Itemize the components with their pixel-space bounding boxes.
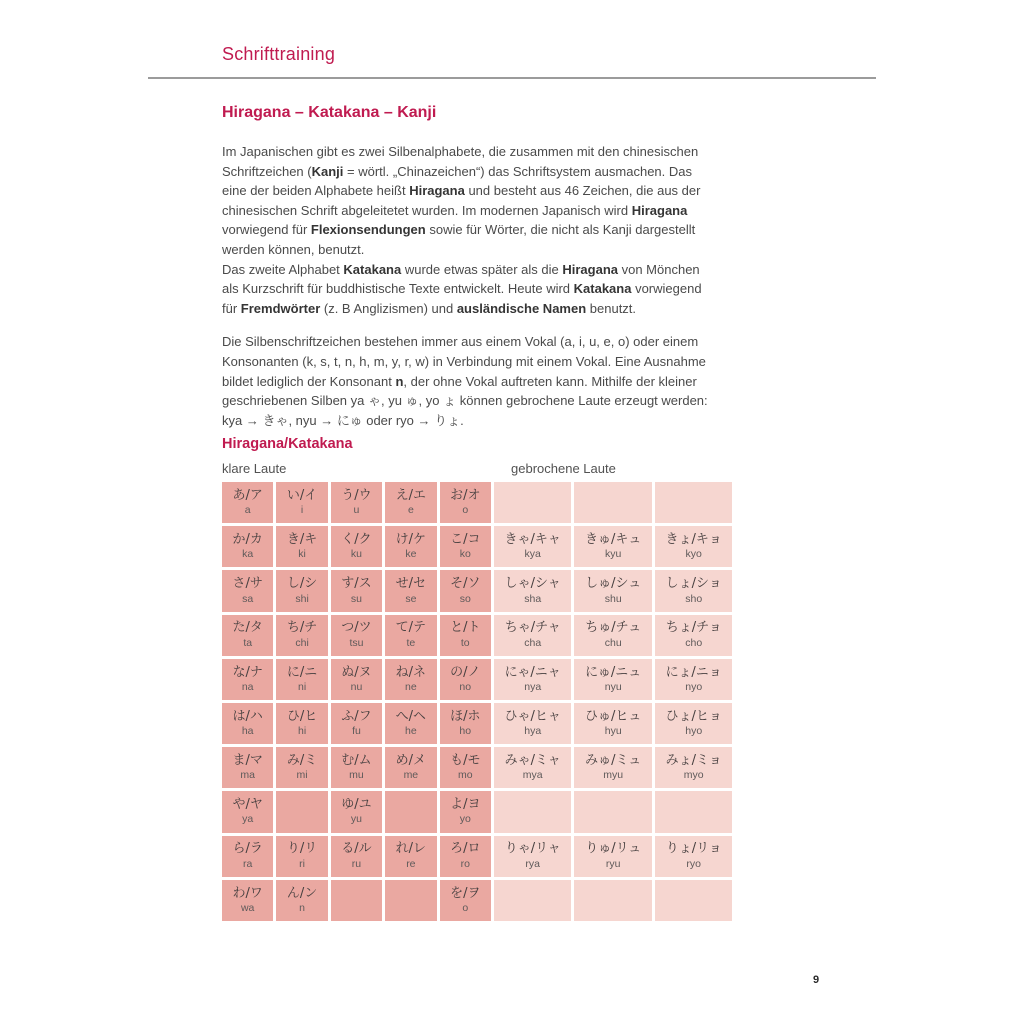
kana-characters: あ/ア [232,487,263,503]
kana-characters: りょ/リョ [665,841,722,857]
kana-cell [331,570,382,611]
romaji-label: to [460,636,470,649]
kana-characters: きゃ/キャ [504,532,561,548]
kana-characters: みょ/ミョ [665,753,722,769]
kana-cell [655,747,733,788]
romaji-label: mya [522,769,543,782]
kana-cell [222,747,273,788]
paragraph [222,332,738,430]
kana-characters: や/ヤ [232,797,263,813]
text-line: kya → きゃ, nyu → にゅ oder ryo → りょ. [222,412,464,428]
kana-characters: え/エ [395,487,427,503]
kana-cell-empty [574,482,652,523]
kana-characters: ほ/ホ [450,708,481,724]
kana-characters: みゃ/ミャ [504,753,561,769]
kana-cell [494,659,572,700]
kana-cell [222,526,273,567]
romaji-label: ha [241,725,254,738]
kana-cell [574,659,652,700]
kana-characters: お/オ [450,487,481,503]
kana-characters: ね/ネ [395,664,427,680]
table-section [222,436,738,921]
kana-characters: ゆ/ユ [341,797,372,813]
kana-characters: さ/サ [232,576,263,592]
kana-cell [655,615,733,656]
kana-characters: しょ/ショ [665,576,722,592]
romaji-label: re [406,857,416,870]
kana-cell [276,880,327,921]
paragraphs-container [222,142,738,430]
romaji-label: hyu [604,725,622,738]
kana-cell-empty [655,791,733,832]
romaji-label: ya [242,813,254,826]
kana-cell [331,659,382,700]
romaji-label: na [241,680,254,693]
romaji-label: chu [604,636,622,649]
kana-characters: に/ニ [286,664,318,680]
kana-characters: か/カ [232,532,263,548]
kana-characters: き/キ [286,532,318,548]
kana-characters: く/ク [341,532,372,548]
kana-cell [655,526,733,567]
romaji-label: i [300,504,304,517]
romaji-label: hyo [685,725,703,738]
kana-cell [440,836,491,877]
kana-cell [385,703,436,744]
kana-characters: を/ヲ [450,885,481,901]
kana-cell [385,747,436,788]
page-number: 9 [813,974,820,986]
romaji-label: su [350,592,363,605]
kana-characters: ぬ/ヌ [341,664,372,680]
romaji-label: yo [459,813,471,826]
kana-characters: め/メ [395,753,427,769]
kana-characters: ら/ラ [232,841,263,857]
kana-cell [440,747,491,788]
romaji-label: kya [524,548,541,561]
kana-characters: みゅ/ミュ [585,753,642,769]
romaji-label: o [462,901,469,914]
romaji-label: kyo [685,548,702,561]
romaji-label: sa [242,592,254,605]
kana-characters: ちゃ/チャ [504,620,561,636]
text-line: eine der beiden Alphabete heißt Hiragana und besteht aus 46 Zeichen, die aus der [222,183,701,199]
kana-cell [276,747,327,788]
kana-cell-empty [276,791,327,832]
romaji-label: nya [524,680,542,693]
text-line: Im Japanischen gibt es zwei Silbenalphabete, die zusammen mit den chinesischen [222,144,699,159]
kana-cell [222,615,273,656]
legend-klare-laute: klare Laute [222,461,287,476]
romaji-label: mi [296,769,308,782]
kana-cell [385,836,436,877]
kana-cell [494,570,572,611]
kana-characters: た/タ [232,620,263,636]
kana-characters: も/モ [450,753,481,769]
kana-cell [222,880,273,921]
kana-cell-empty [655,482,733,523]
romaji-label: kyu [605,548,622,561]
kana-cell [331,747,382,788]
kana-cell [276,526,327,567]
romaji-label: ru [351,857,362,870]
kana-characters: ひゅ/ヒュ [585,708,642,724]
kana-characters: み/ミ [286,753,318,769]
kana-characters: す/ス [341,576,372,592]
romaji-label: mo [457,769,473,782]
text-line: Konsonanten (k, s, t, n, h, m, y, r, w) in Verbindung mit einem Vokal. Eine Ausnahme [222,353,706,369]
kana-cell [574,836,652,877]
kana-characters: る/ル [341,841,372,857]
romaji-label: nu [350,680,363,693]
table-legend [222,461,738,477]
kana-characters: にょ/ニョ [665,664,722,680]
kana-cell [440,659,491,700]
kana-cell [494,703,572,744]
kana-cell-empty [494,482,572,523]
kana-cell [222,570,273,611]
header-divider [148,77,876,79]
kana-cell [574,615,652,656]
kana-cell [222,703,273,744]
kana-cell-empty [385,880,436,921]
kana-characters: て/テ [395,620,427,636]
kana-cell [276,836,327,877]
kana-cell [222,836,273,877]
kana-cell [276,615,327,656]
romaji-label: te [406,636,416,649]
kana-characters: そ/ソ [450,576,481,592]
kana-characters: わ/ワ [232,885,263,901]
romaji-label: ho [459,725,472,738]
kana-characters: ちょ/チョ [665,620,722,636]
romaji-label: hi [297,725,307,738]
kana-cell [494,526,572,567]
kana-cell [494,747,572,788]
kana-characters: つ/ツ [341,620,372,636]
kana-cell [331,703,382,744]
romaji-label: yu [350,813,363,826]
kana-cell [385,570,436,611]
kana-cell [440,615,491,656]
kana-characters: む/ム [341,753,372,769]
paragraph [222,142,738,260]
romaji-label: cha [524,636,542,649]
kana-cell [222,791,273,832]
kana-cell [276,659,327,700]
kana-cell [655,570,733,611]
kana-characters: ま/マ [232,753,263,769]
romaji-label: no [459,680,472,693]
kana-cell [494,615,572,656]
text-line: Schriftzeichen (Kanji = wörtl. „Chinazeichen“) das Schriftsystem ausmachen. Das [222,163,692,179]
romaji-label: rya [525,857,540,870]
romaji-label: ku [350,548,363,561]
kana-characters: し/シ [286,576,318,592]
romaji-label: myo [683,769,704,782]
kana-characters: きゅ/キュ [585,532,642,548]
romaji-label: cho [685,636,703,649]
kana-characters: ち/チ [286,620,318,636]
romaji-label: e [407,504,414,517]
text-line: werden können, benutzt. [222,241,365,257]
romaji-label: o [462,504,469,517]
romaji-label: tsu [349,636,364,649]
kana-cell [494,836,572,877]
romaji-label: nyo [685,680,703,693]
kana-cell [385,659,436,700]
romaji-label: ni [297,680,307,693]
kana-cell-empty [331,880,382,921]
main-content [222,104,738,430]
kana-cell-empty [574,880,652,921]
romaji-label: ka [242,548,254,561]
romaji-label: shu [604,592,622,605]
kana-characters: しゅ/シュ [585,576,642,592]
text-line: vorwiegend für Flexionsendungen sowie für Wörter, die nicht als Kanji dargestellt [222,222,696,238]
kana-characters: しゃ/シャ [504,576,561,592]
romaji-label: ko [459,548,471,561]
kana-cell [440,570,491,611]
kana-cell-empty [494,880,572,921]
romaji-label: ma [240,769,255,782]
kana-cell-empty [385,791,436,832]
kana-characters: りゅ/リュ [585,841,642,857]
romaji-label: myu [603,769,624,782]
kana-characters: り/リ [286,841,318,857]
kana-cell [440,703,491,744]
kana-characters: ひょ/ヒョ [665,708,722,724]
text-line: bildet lediglich der Konsonant n, der ohne Vokal auftreten kann. Mithilfe der kleiner [222,373,697,389]
kana-cell [331,791,382,832]
paragraph [222,260,738,319]
romaji-label: me [403,769,419,782]
kana-characters: ひゃ/ヒャ [504,708,561,724]
kana-table [222,482,738,921]
kana-cell [574,570,652,611]
kana-cell [440,482,491,523]
romaji-label: so [459,592,471,605]
romaji-label: he [405,725,417,738]
kana-cell [331,526,382,567]
text-line: Die Silbenschriftzeichen bestehen immer aus einem Vokal (a, i, u, e, o) oder einem [222,334,699,350]
kana-cell [655,659,733,700]
kana-cell [331,482,382,523]
kana-characters: と/ト [450,620,481,636]
romaji-label: nyu [604,680,622,693]
kana-cell-empty [655,880,733,921]
romaji-label: hya [524,725,542,738]
kana-cell [222,659,273,700]
kana-characters: りゃ/リャ [504,841,561,857]
romaji-label: mu [349,769,364,782]
kana-cell [276,482,327,523]
romaji-label: ryu [605,857,621,870]
kana-cell-empty [494,791,572,832]
kana-characters: う/ウ [341,487,372,503]
kana-characters: きょ/キョ [665,532,722,548]
kana-characters: ちゅ/チュ [585,620,642,636]
text-line: geschriebenen Silben ya ゃ, yu ゅ, yo ょ können gebrochene Laute erzeugt werden: [222,393,708,409]
kana-characters: ろ/ロ [450,841,481,857]
kana-cell [440,791,491,832]
kana-characters: ふ/フ [341,708,372,724]
kana-characters: にゃ/ニャ [504,664,561,680]
kana-characters: にゅ/ニュ [585,664,642,680]
kana-characters: へ/ヘ [395,708,427,724]
romaji-label: u [353,504,360,517]
section-title: Hiragana – Katakana – Kanji [222,104,437,121]
romaji-label: ro [460,857,470,870]
kana-characters: ん/ン [286,885,318,901]
kana-characters: れ/レ [395,841,427,857]
kana-cell [331,615,382,656]
kana-cell [385,482,436,523]
kana-characters: ひ/ヒ [286,708,318,724]
romaji-label: se [405,592,417,605]
romaji-label: n [299,901,305,914]
romaji-label: fu [352,725,361,738]
kana-characters: い/イ [286,487,318,503]
kana-characters: な/ナ [232,664,263,680]
romaji-label: chi [295,636,309,649]
kana-cell-empty [574,791,652,832]
legend-gebrochene-laute: gebrochene Laute [511,461,616,476]
romaji-label: ki [298,548,306,561]
kana-characters: の/ノ [450,664,481,680]
kana-cell [574,703,652,744]
romaji-label: ra [243,857,253,870]
romaji-label: a [244,504,251,517]
page-header-title: Schrifttraining [222,44,336,64]
romaji-label: wa [240,901,255,914]
romaji-label: ryo [686,857,701,870]
kana-cell [574,747,652,788]
romaji-label: ne [405,680,417,693]
kana-cell [276,570,327,611]
kana-characters: よ/ヨ [450,797,481,813]
romaji-label: ta [243,636,253,649]
kana-cell [440,526,491,567]
text-line: für Fremdwörter (z. B Anglizismen) und ausländische Namen benutzt. [222,300,637,316]
romaji-label: ri [299,857,305,870]
romaji-label: sha [524,592,542,605]
kana-cell [655,703,733,744]
romaji-label: sho [685,592,703,605]
kana-cell [655,836,733,877]
kana-characters: せ/セ [395,576,427,592]
text-line: Das zweite Alphabet Katakana wurde etwas später als die Hiragana von Mönchen [222,261,700,277]
kana-characters: け/ケ [395,532,427,548]
kana-cell [276,703,327,744]
kana-cell [385,526,436,567]
kana-cell [331,836,382,877]
kana-characters: こ/コ [450,532,481,548]
text-line: als Kurzschrift für buddhistische Texte entwickelt. Heute wird Katakana vorwiegend [222,281,702,297]
kana-cell [440,880,491,921]
romaji-label: ke [405,548,417,561]
kana-characters: は/ハ [232,708,263,724]
subsection-title: Hiragana/Katakana [222,436,353,452]
kana-cell [385,615,436,656]
text-line: chinesischen Schrift abgeleitetet wurden. Im modernen Japanisch wird Hiragana [222,202,688,218]
romaji-label: shi [295,592,309,605]
kana-cell [222,482,273,523]
kana-cell [574,526,652,567]
